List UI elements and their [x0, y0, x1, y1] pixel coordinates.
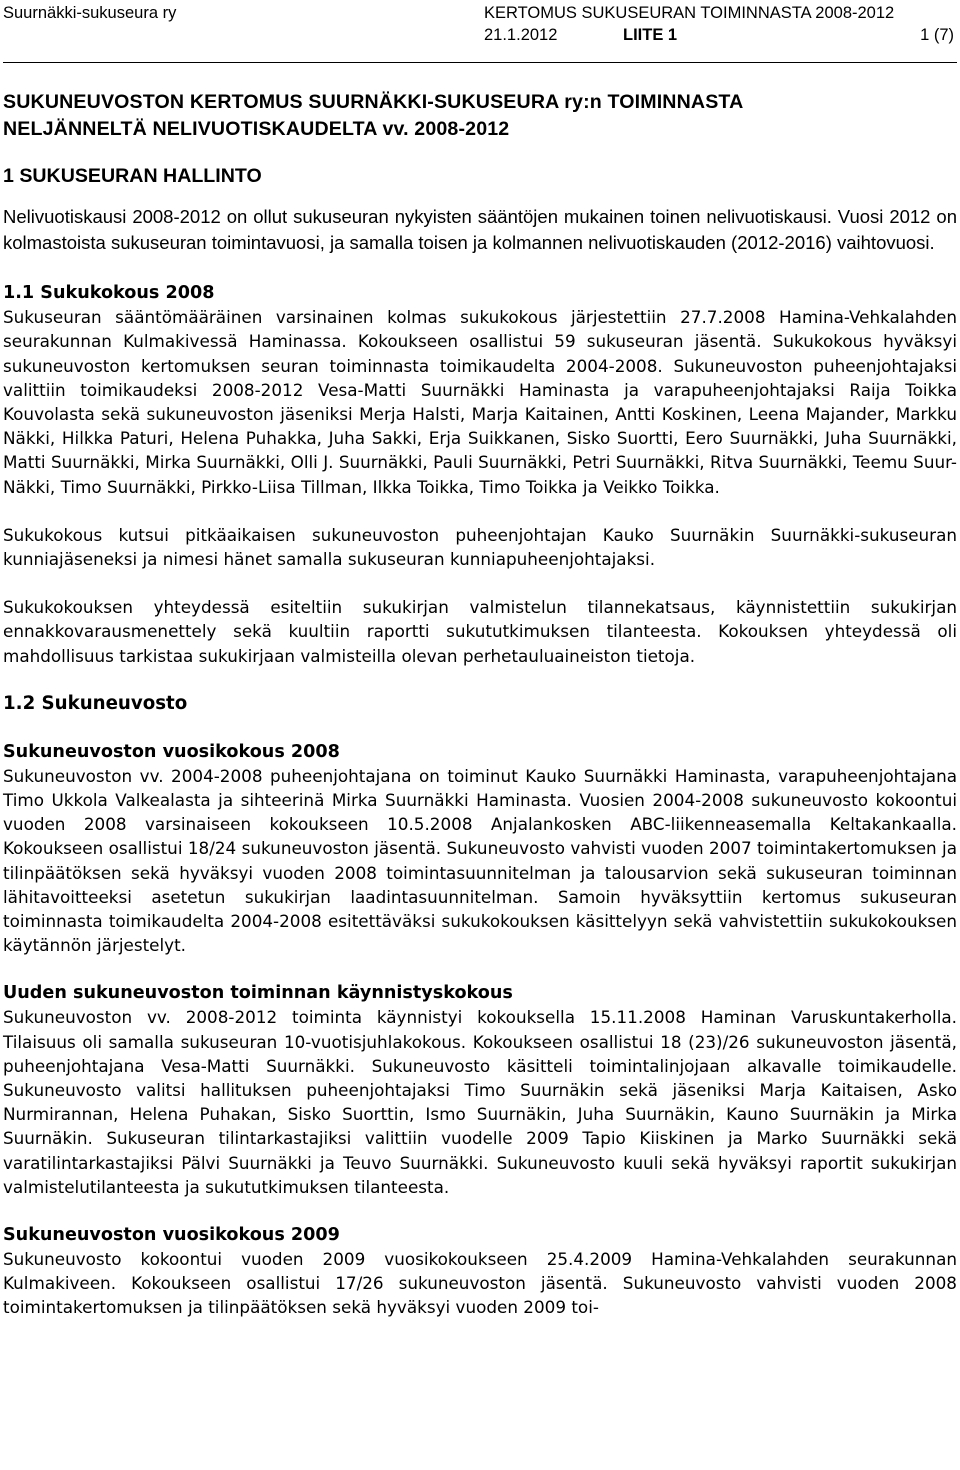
meeting2009-text: Sukuneuvosto kokoontui vuoden 2009 vuosikokoukseen 25.4.2009 Hamina-Vehkalahden seurakunnan Kulmakiveen. Kokoukseen osallistui 17/26 sukuneuvoston jäsentä. Sukuneuvosto vahvisti vuoden 2008 toimintakertomuksen ja tilinpäätöksen sekä hyväksyi vuoden 2009 toi-	[3, 1249, 957, 1318]
startup-meeting-heading: Uuden sukuneuvoston toiminnan käynnistyskokous	[3, 983, 513, 1004]
section1-heading: 1 SUKUSEURAN HALLINTO	[3, 165, 262, 187]
header-attachment-label: LIITE 1	[623, 26, 678, 44]
meeting2009-heading: Sukuneuvoston vuosikokous 2009	[3, 1225, 340, 1246]
document-title	[3, 89, 957, 143]
document-title-line1: SUKUNEUVOSTON KERTOMUS SUURNÄKKI-SUKUSEURA ry:n TOIMINNASTA	[3, 91, 744, 113]
header-report-title: KERTOMUS SUKUSEURAN TOIMINNASTA 2008-2012	[484, 4, 895, 22]
document-title-line2: NELJÄNNELTÄ NELIVUOTISKAUDELTA vv. 2008-2012	[3, 118, 510, 140]
section1-2-heading: 1.2 Sukuneuvosto	[3, 692, 188, 714]
header-date: 21.1.2012	[484, 26, 558, 44]
meeting2008-text: Sukuneuvoston vv. 2004-2008 puheenjohtajana on toiminut Kauko Suurnäkki Haminasta, varapuheenjohtajana Timo Ukkola Valkealasta ja sihteerinä Mirka Suurnäkki Haminasta. Vuosien 2004-2008 sukuneuvosto kokoontui vuoden 2008 varsinaiseen kokoukseen 10.5.2008 Anjalankosken ABC-liikenneasemalla Keltakankaalla. Kokoukseen osallistui 18/24 sukuneuvoston jäsentä. Sukuneuvosto vahvisti vuoden 2007 toimintakertomuksen ja tilinpäätöksen sekä hyväksyi vuoden 2008 toimintasuunnitelman ja talousarvion sekä sukuseuran toiminnan lähitavoitteeksi asetetun sukukirjan laadintasuunnitelman. Samoin hyväksyttiin kertomus sukuseuran toiminnasta toimikaudelta 2004-2008 esitettäväksi sukukokouksen käsittelyyn sekä vahvistettiin sukukokouksen käytännön järjestelyt.	[3, 765, 957, 956]
document-page	[3, 0, 957, 1320]
section1-1-paragraph2: Sukukokous kutsui pitkäaikaisen sukuneuvoston puheenjohtajan Kauko Suurnäkin Suurnäkki-sukuseuran kunniajäseneksi ja nimesi hänet samalla sukuseuran kunniapuheenjohtajaksi.	[3, 524, 957, 570]
section1-1-paragraph1: Sukuseuran sääntömääräinen varsinainen kolmas sukukokous järjestettiin 27.7.2008 Hamina-Vehkalahden seurakunnan Kulmakivessä Haminassa. Kokoukseen osallistui 59 sukuseuran jäsentä. Sukukokous hyväksyi sukuneuvoston kertomuksen seuran toiminnasta toimikaudelta 2004-2008. Sukuneuvoston puheenjohtajaksi valittiin toimikaudeksi 2008-2012 Vesa-Matti Suurnäkki Haminasta ja varapuheenjohtajaksi Raija Toikka Kouvolasta sekä sukuneuvoston jäseniksi Merja Halsti, Marja Kaitainen, Antti Koskinen, Leena Majander, Markku Näkki, Hilkka Paturi, Helena Puhakka, Juha Sakki, Erja Suikkanen, Sisko Suortti, Eero Suurnäkki, Juha Suurnäkki, Matti Suurnäkki, Mirka Suurnäkki, Olli J. Suurnäkki, Pauli Suurnäkki, Petri Suurnäkki, Ritva Suurnäkki, Teemu Suur-Näkki, Timo Suurnäkki, Pirkko-Liisa Tillman, Ilkka Toikka, Timo Toikka ja Veikko Toikka.	[3, 307, 957, 497]
startup-meeting-text: Sukuneuvoston vv. 2008-2012 toiminta käynnistyi kokouksella 15.11.2008 Haminan Varuskuntakerholla. Tilaisuus oli samalla sukuseuran 10-vuotisjuhlakokous. Kokoukseen osallistui 18 (23)/26 sukuneuvoston jäsentä, puheenjohtajana Vesa-Matti Suurnäkki. Sukuneuvosto käsitteli toimintalinjojaan alkavalle toimikaudelle. Sukuneuvosto valitsi hallituksen puheenjohtajaksi Timo Suurnäkin sekä jäseniksi Marja Kaitaisen, Asko Nurmirannan, Helena Puhakan, Sisko Suorttin, Ismo Suurnäkin, Juha Suurnäkin, Kauno Suurnäkin ja Mirka Suurnäkin. Sukuseuran tilintarkastajiksi valittiin vuodelle 2009 Tapio Kiiskinen ja Marko Suurnäkki sekä varatilintarkastajiksi Pälvi Suurnäkki ja Teuvo Suurnäkki. Sukuneuvosto kuuli sekä hyväksyi raportit sukukirjan valmistelutilanteesta ja sukututkimuksen tilanteesta.	[3, 1007, 957, 1197]
section1-1-paragraph3: Sukukokouksen yhteydessä esiteltiin sukukirjan valmistelun tilannekatsaus, käynnistettiin sukukirjan ennakkovarausmenettely sekä kuultiin raportti sukututkimuksen tilanteesta. Kokouksen yhteydessä oli mahdollisuus tarkistaa sukukirjaan valmisteilla olevan perhetauluaineiston tietoja.	[3, 597, 957, 666]
header-page-number: 1 (7)	[920, 26, 954, 44]
page-header	[3, 0, 957, 63]
section1-1-heading: 1.1 Sukukokous 2008	[3, 283, 215, 304]
header-organization: Suurnäkki-sukuseura ry	[3, 4, 177, 22]
meeting2008-heading: Sukuneuvoston vuosikokous 2008	[3, 741, 340, 762]
section1-intro: Nelivuotiskausi 2008-2012 on ollut sukuseuran nykyisten sääntöjen mukainen toinen nelivuotiskausi. Vuosi 2012 on kolmastoista sukuseuran toimintavuosi, ja samalla toisen ja kolmannen nelivuotiskauden (2012-2016) vaihtovuosi.	[3, 206, 957, 253]
